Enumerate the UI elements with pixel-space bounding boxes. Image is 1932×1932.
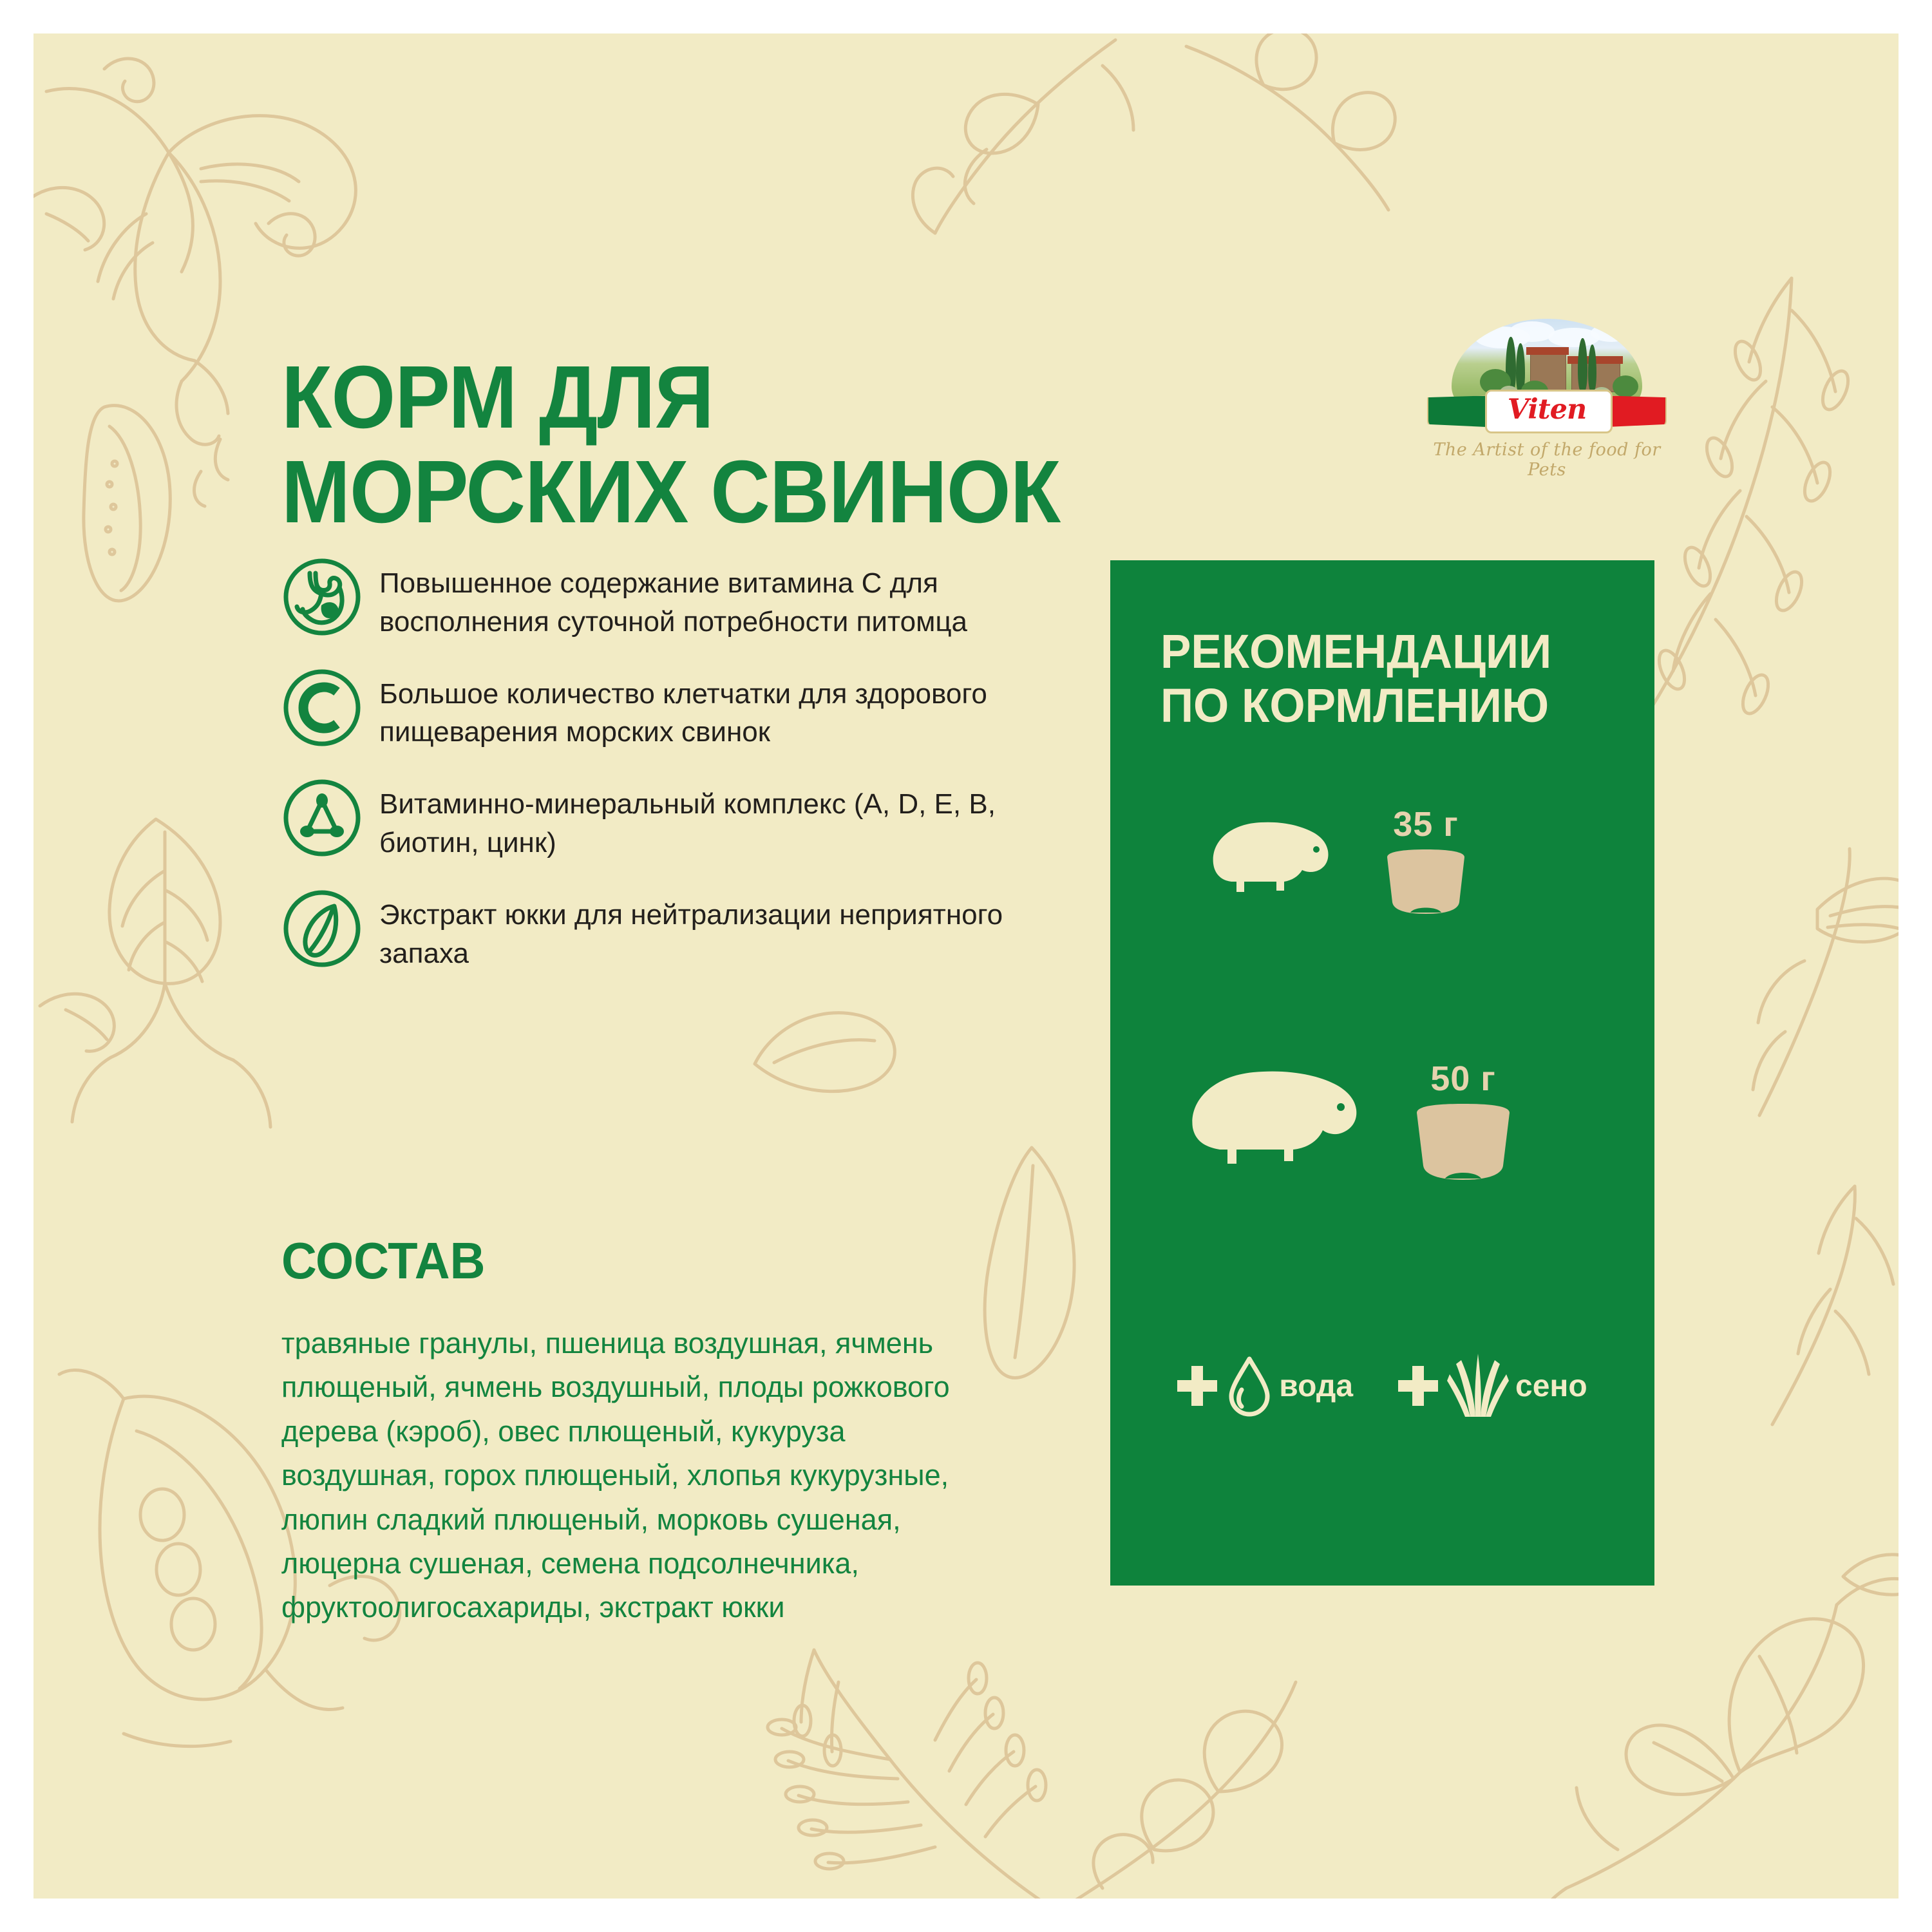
product-poster [33,33,1899,1899]
portion-block [1382,804,1470,916]
composition-section [281,1231,1054,1630]
benefit-text: Экстракт юкки для нейтрализации неприятного запаха [379,898,1003,969]
benefit-item [281,888,1045,973]
addons-row [1110,1354,1654,1418]
addon-label: вода [1279,1368,1354,1403]
benefit-text: Повышенное содержание витамина С для восполнения суточной потребности питомца [379,567,968,638]
feeding-row [1110,1037,1719,1204]
page-title: КОРМ ДЛЯ МОРСКИХ СВИНОК [281,348,1061,542]
water-drop-icon [1226,1355,1273,1417]
plus-icon [1177,1366,1217,1406]
vitamin-c-icon [281,667,363,748]
header [33,33,1899,542]
addon-hay [1398,1354,1587,1418]
composition-text: травяные гранулы, пшеница воздушная, ячмень плющеный, ячмень воздушный, плоды рожкового дерева (кэроб), овес плющеный, кукуруза воздушная, горох плющеный, хлопья кукурузные, люпин сладкий плющеный, морковь сушеная, люцерна сушеная, семена подсолнечника, фруктоолигосахариды, экстракт юкки [281,1327,950,1624]
stomach-icon [281,556,363,638]
benefit-item [281,556,1045,641]
plus-icon [1398,1366,1438,1406]
decor-tomato-plant-left [33,793,310,1154]
decor-small-seed-left [729,987,922,1115]
benefit-item [281,667,1045,752]
decor-oat-spikelet-bottom [632,1624,1109,1899]
composition-heading: СОСТАВ [281,1232,486,1289]
decor-oat-plant-bottomcenter [1038,1663,1373,1899]
addon-water [1177,1355,1353,1417]
portion-block [1412,1059,1515,1182]
benefit-text: Витаминно-минеральный комплекс (A, D, E, B, биотин, цинк) [379,788,996,859]
benefits-list [281,556,1045,999]
brand-tagline: The Artist of the food for Pets [1433,440,1661,480]
guinea-pig-large-icon [1175,1052,1381,1190]
feeding-recommendations-panel [1110,560,1654,1586]
brand-name: Viten [1507,393,1587,426]
panel-title: РЕКОМЕНДАЦИИ ПО КОРМЛЕНИЮ [1160,625,1552,732]
leaf-icon [281,888,363,969]
benefit-text: Большое количество клетчатки для здорового пищеварения морских свинок [379,677,987,748]
feeding-row [1110,777,1738,944]
portion-amount: 50 г [1430,1059,1496,1098]
addon-label: сено [1515,1368,1587,1403]
portion-amount: 35 г [1393,805,1459,844]
benefit-item [281,777,1045,862]
decor-grain-right-mid [1734,1167,1899,1437]
hay-grass-icon [1447,1354,1509,1418]
logo-ribbon [1427,390,1667,430]
guinea-pig-small-icon [1194,804,1355,917]
bowl-large-icon [1412,1103,1515,1182]
bowl-small-icon [1382,848,1470,916]
molecule-icon [281,777,363,858]
brand-logo [1418,307,1676,500]
